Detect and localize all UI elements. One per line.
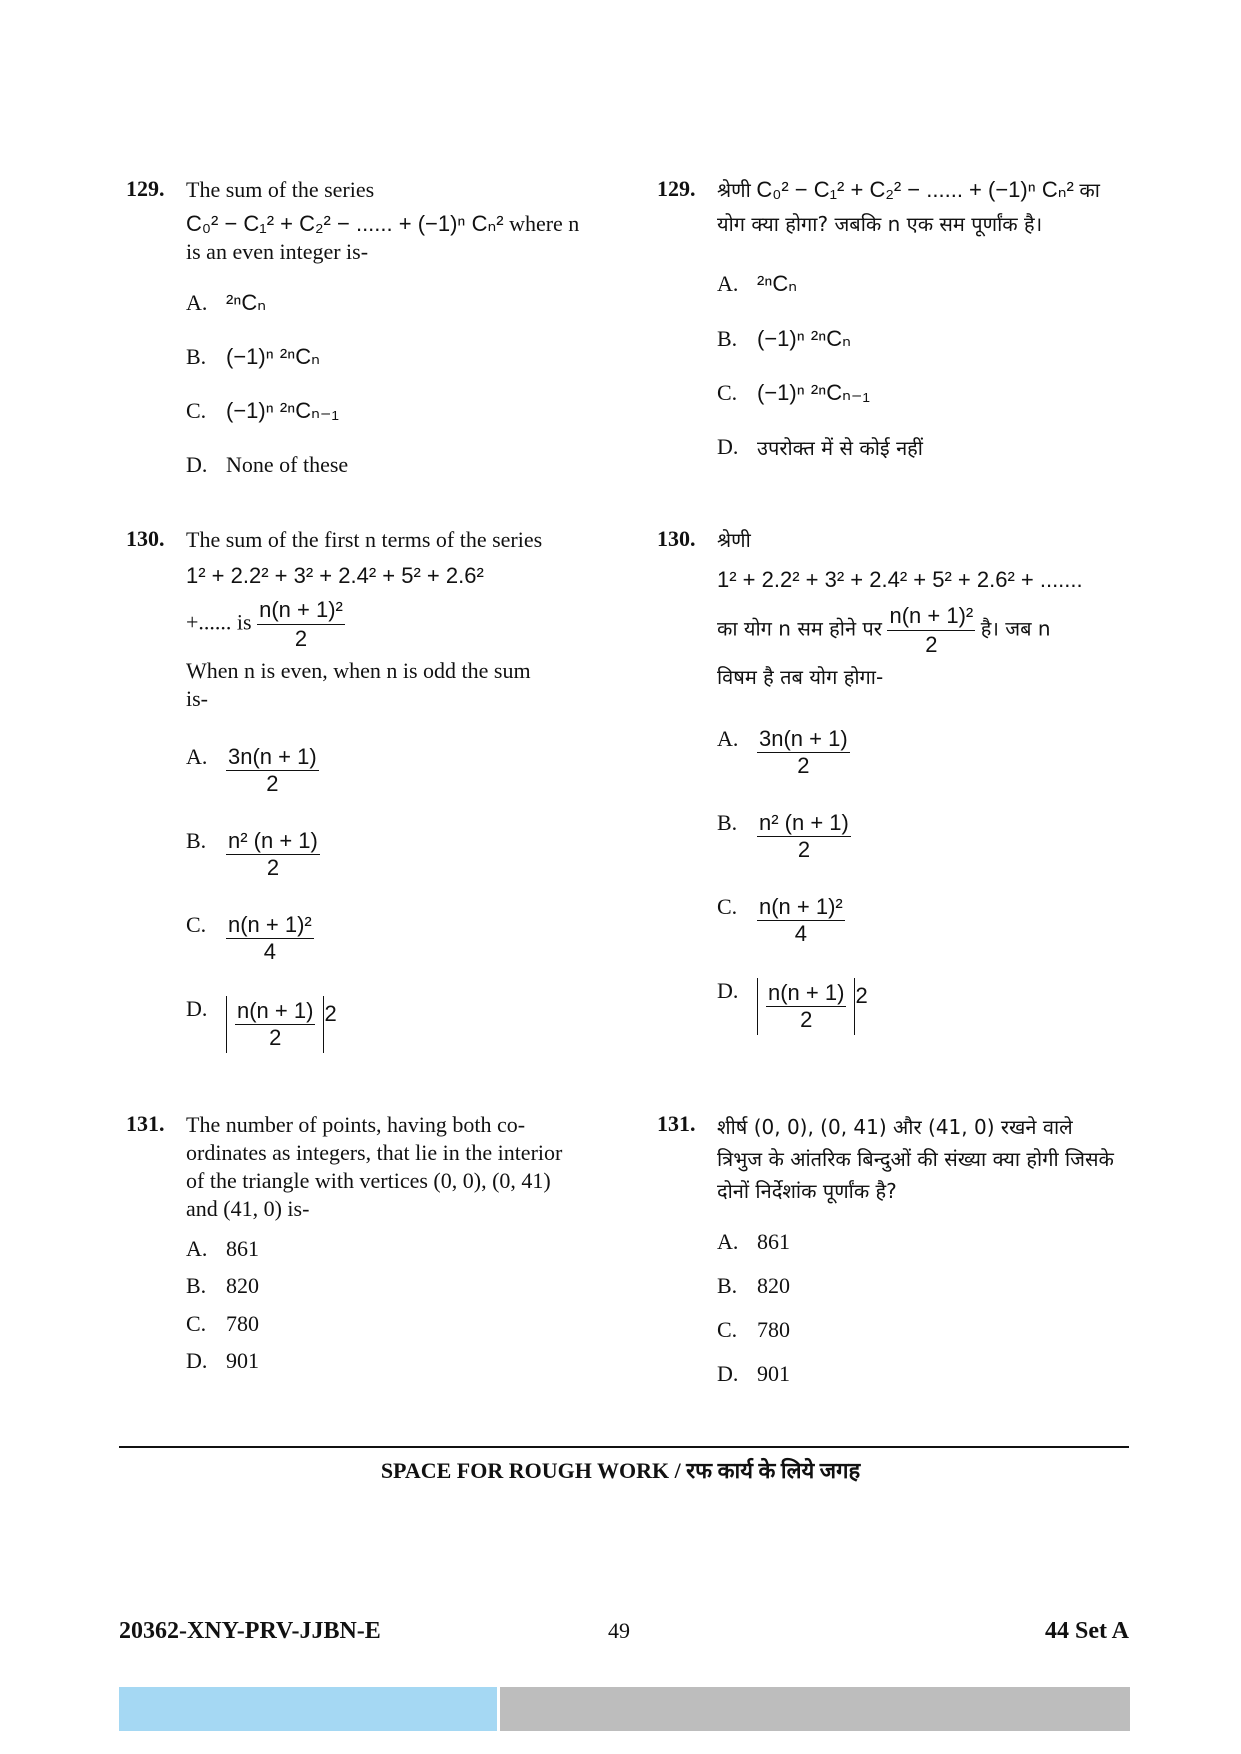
question-text: का योग n सम होने पर [717,616,882,641]
question-text: is- [186,686,208,711]
page-number: 49 [608,1618,630,1643]
divider-line [119,1446,1129,1448]
option-a: A. 861 [717,1229,790,1254]
question-number: 131. [657,1111,696,1136]
option-d: D. None of these [186,452,349,477]
option-a: A. ²ⁿCₙ [717,271,798,296]
option-a: A. $\frac{3n(n + 1)}{2}$ [717,726,848,778]
question-number: 130. [657,526,696,551]
question-text: योग क्या होगा? जबकि n एक सम पूर्णांक है। [717,212,1043,236]
set-label: 44 Set A [1045,1618,1129,1644]
option-b: B. (−1)ⁿ ²ⁿCₙ [186,344,320,369]
sum-fraction: $\frac{\text{n(n + 1)²}}{2}$ [889,603,974,657]
sum-fraction: $\frac{\text{n(n + 1)²}}{2}$ [259,597,343,651]
footer-bar-gray [500,1687,1130,1731]
option-c: C. (−1)ⁿ ²ⁿCₙ₋₁ [186,398,339,423]
question-text: where n [509,211,580,236]
option-b: B. $\frac{\text{n² (n + 1)}}{2}$ [717,810,849,862]
series-expression: C₀² − C₁² + C₂² − ...... + (−1)ⁿ Cₙ² [756,177,1074,202]
option-b: B. (−1)ⁿ ²ⁿCₙ [717,326,851,351]
paper-code: 20362-XNY-PRV-JJBN-E [119,1618,381,1644]
option-d: D. 901 [186,1348,259,1373]
option-d: D. $\frac{n(n + 1)}{2}$ $^2$ [717,978,868,1035]
option-b: B. 820 [717,1273,790,1298]
question-text: है। जब n [980,616,1051,641]
question-number: 130. [126,526,165,551]
question-text: The number of points, having both co-ordinates as integers, that lie in the interior of the triangle with vertices (0, 0), (0, 41) and (41, 0) is- [186,1112,563,1221]
question-text: is an even integer is- [186,239,369,264]
rough-work-heading: SPACE FOR ROUGH WORK / रफ कार्य के लिये जगह [380,1458,861,1483]
question-text: The sum of the series [186,177,375,202]
option-a: A. $\frac{3n(n + 1)}{2}$ [186,744,317,796]
question-text: विषम है तब योग होगा- [717,665,884,689]
series-expression: C₀² − C₁² + C₂² − ...... + (−1)ⁿ Cₙ² [186,211,504,236]
question-text: शीर्ष (0, 0), (0, 41) और (41, 0) रखने वाले त्रिभुज के आंतरिक बिन्दुओं की संख्या क्या होगी जिसके दोनों निर्देशांक पूर्णांक है? [717,1115,1114,1203]
question-text: श्रेणी [717,528,751,552]
option-c: C. 780 [717,1317,790,1342]
question-number: 129. [657,176,696,201]
option-b: B. 820 [186,1273,259,1298]
option-c: C. 780 [186,1311,259,1336]
question-text: का [1079,178,1100,202]
series-expression: 1² + 2.2² + 3² + 2.4² + 5² + 2.6² + ....... [717,567,1083,592]
option-a: A. ²ⁿCₙ [186,290,267,315]
option-b: B. $\frac{\text{n² (n + 1)}}{2}$ [186,828,318,880]
question-text: The sum of the first n terms of the series [186,527,543,552]
question-text: श्रेणी [717,178,751,202]
question-number: 131. [126,1111,165,1136]
footer-bar-blue [119,1687,497,1731]
option-c: C. (−1)ⁿ ²ⁿCₙ₋₁ [717,380,870,405]
option-c: C. $\frac{\text{n(n + 1)²}}{4}$ [186,912,312,964]
option-d: D. उपरोक्त में से कोई नहीं [717,434,923,460]
option-d: D. $\frac{n(n + 1)}{2}$ $^2$ [186,996,337,1053]
question-number: 129. [126,176,165,201]
question-text: When n is even, when n is odd the sum [186,658,531,683]
series-continuation: +...... is [186,609,252,635]
option-a: A. 861 [186,1236,259,1261]
option-c: C. $\frac{\text{n(n + 1)²}}{4}$ [717,894,843,946]
series-expression: 1² + 2.2² + 3² + 2.4² + 5² + 2.6² [186,563,484,588]
option-d: D. 901 [717,1361,790,1386]
